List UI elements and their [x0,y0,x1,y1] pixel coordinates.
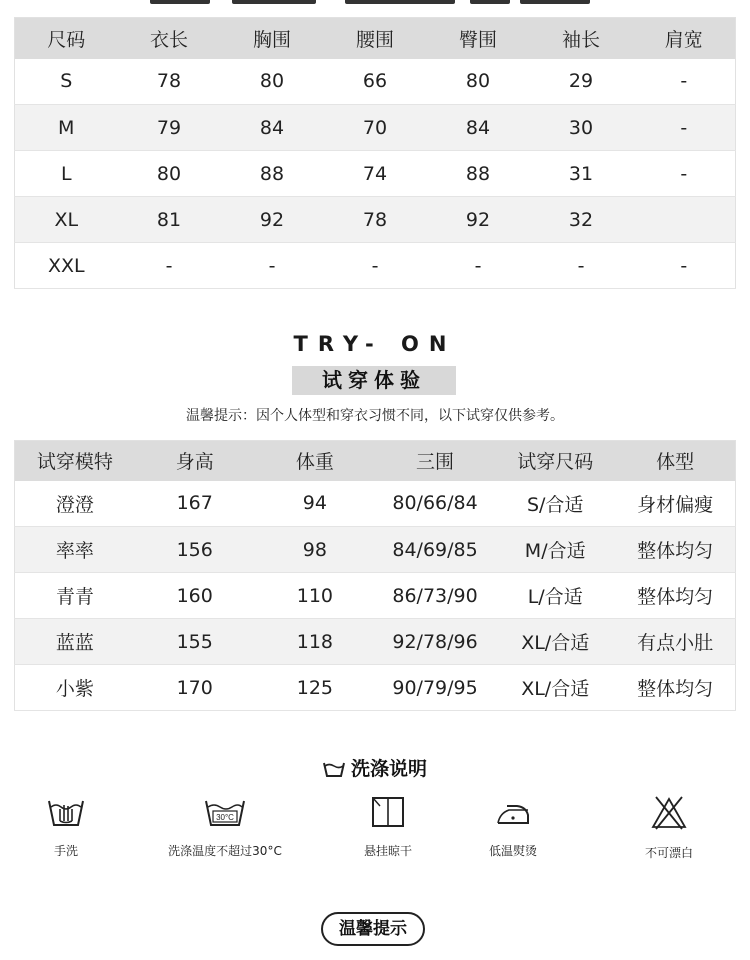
table-cell: L/合适 [527,586,583,608]
table-cell: 青青 [55,586,94,608]
table-row [15,619,736,665]
table-cell: 小紫 [55,678,94,700]
table-cell: XL [54,208,79,231]
care-item-wash-30 [145,795,305,859]
model-chart-table [14,440,736,711]
table-cell: 94 [302,492,327,515]
table-cell: 蓝蓝 [55,632,94,654]
tryon-tip: 温馨提示：因个人体型和穿衣习惯不同，以下试穿仅供参考。 [186,408,564,424]
table-cell: 79 [156,116,182,139]
header-cell: 胸围 [252,28,291,51]
table-cell: 80 [156,162,182,185]
care-item-no-bleach [589,795,749,861]
washing-heading [0,754,750,783]
care-label: 悬挂晾干 [363,844,412,858]
table-cell: 70 [362,116,388,139]
table-cell: 92/78/96 [392,630,478,653]
table-cell: 80 [465,70,491,93]
table-cell: - [680,70,688,93]
table-cell: - [268,254,276,277]
care-label: 洗涤温度不超过30°C [168,844,282,858]
table-cell: 率率 [55,540,94,562]
wash-temp-badge: 30°C [216,813,234,822]
table-row [15,243,736,289]
table-cell: 有点小肚 [637,632,714,654]
table-cell: - [371,254,379,277]
table-row [15,151,736,197]
table-row [15,197,736,243]
header-cell: 试穿尺码 [517,451,594,474]
table-cell: 身材偏瘦 [637,493,714,516]
table-cell: 66 [362,70,388,93]
table-cell: 125 [296,676,334,699]
size-chart-table [14,17,736,289]
table-row [15,527,736,573]
header-cell: 体重 [295,451,334,474]
table-cell: 90/79/95 [392,676,478,699]
table-cell: 整体均匀 [637,678,714,700]
table-cell: - [680,254,688,277]
table-cell: 92 [259,208,285,231]
table-cell: - [165,254,173,277]
washing-title: 洗涤说明 [350,758,427,780]
table-cell: 118 [296,630,334,653]
wash-30-icon [203,795,247,829]
table-row [15,105,736,151]
table-cell: 156 [176,538,213,561]
table-cell: 78 [156,70,182,93]
care-label: 低温熨烫 [488,844,537,858]
model-chart-header-row [15,441,736,481]
header-cell: 腰围 [355,28,394,51]
header-cell: 体型 [656,451,695,474]
table-cell: 整体均匀 [637,540,714,562]
header-cell: 尺码 [47,28,86,51]
table-cell: 80 [259,70,285,93]
hand-wash-icon [46,795,86,829]
table-cell: 84/69/85 [392,538,478,561]
table-cell: 80/66/84 [392,492,478,515]
table-cell: 31 [568,162,594,185]
table-cell: 86/73/90 [392,584,478,607]
table-cell: XL/合适 [521,678,590,700]
header-cell: 身高 [175,451,214,474]
tryon-title: TRY- ON [293,332,457,356]
iron-low-icon [493,795,533,829]
table-cell: S [60,70,73,93]
table-cell: 167 [176,492,213,515]
table-cell: 澄澄 [55,493,94,516]
size-chart-header-row [15,18,736,59]
table-row [15,59,736,105]
header-cell: 肩宽 [664,28,703,51]
notice-button[interactable]: 温馨提示 [321,912,425,946]
table-cell: 88 [259,162,285,185]
care-item-hand-wash [0,795,146,859]
table-cell: 92 [465,208,491,231]
table-cell: 81 [156,208,182,231]
table-cell: 170 [176,676,213,699]
table-row [15,665,736,711]
table-cell: 30 [568,116,594,139]
tryon-subtitle: 试穿体验 [292,366,456,395]
table-cell: XL/合适 [521,632,590,654]
table-cell: 155 [176,630,213,653]
care-label: 手洗 [53,844,78,858]
header-cell: 衣长 [149,28,188,51]
header-cell: 袖长 [561,28,600,51]
cropped-header-fragment [0,0,750,6]
table-cell: 84 [465,116,491,139]
care-item-iron-low [433,795,593,859]
wash-tub-icon [323,760,345,783]
table-cell [633,197,736,243]
table-cell: M [58,116,75,139]
table-cell: 88 [465,162,491,185]
header-cell: 臀围 [458,28,497,51]
table-cell: - [474,254,482,277]
table-row [15,481,736,527]
table-cell: 29 [568,70,594,93]
table-cell: L [60,162,72,185]
table-cell: 110 [296,584,334,607]
table-cell: 74 [362,162,388,185]
line-dry-icon [370,795,406,829]
header-cell: 试穿模特 [36,451,113,474]
table-cell: 32 [568,208,594,231]
table-cell: XXL [47,254,85,277]
table-cell: 98 [302,538,327,561]
table-cell: - [680,162,688,185]
table-cell: 整体均匀 [637,586,714,608]
table-row [15,573,736,619]
table-cell: S/合适 [526,493,584,516]
table-cell: M/合适 [524,540,586,562]
table-cell: - [680,116,688,139]
table-cell: 84 [259,116,285,139]
table-cell: - [577,254,585,277]
table-cell: 160 [176,584,213,607]
no-bleach-icon [650,795,688,831]
table-cell: 78 [362,208,388,231]
care-label: 不可漂白 [644,846,693,860]
header-cell: 三围 [416,451,455,474]
